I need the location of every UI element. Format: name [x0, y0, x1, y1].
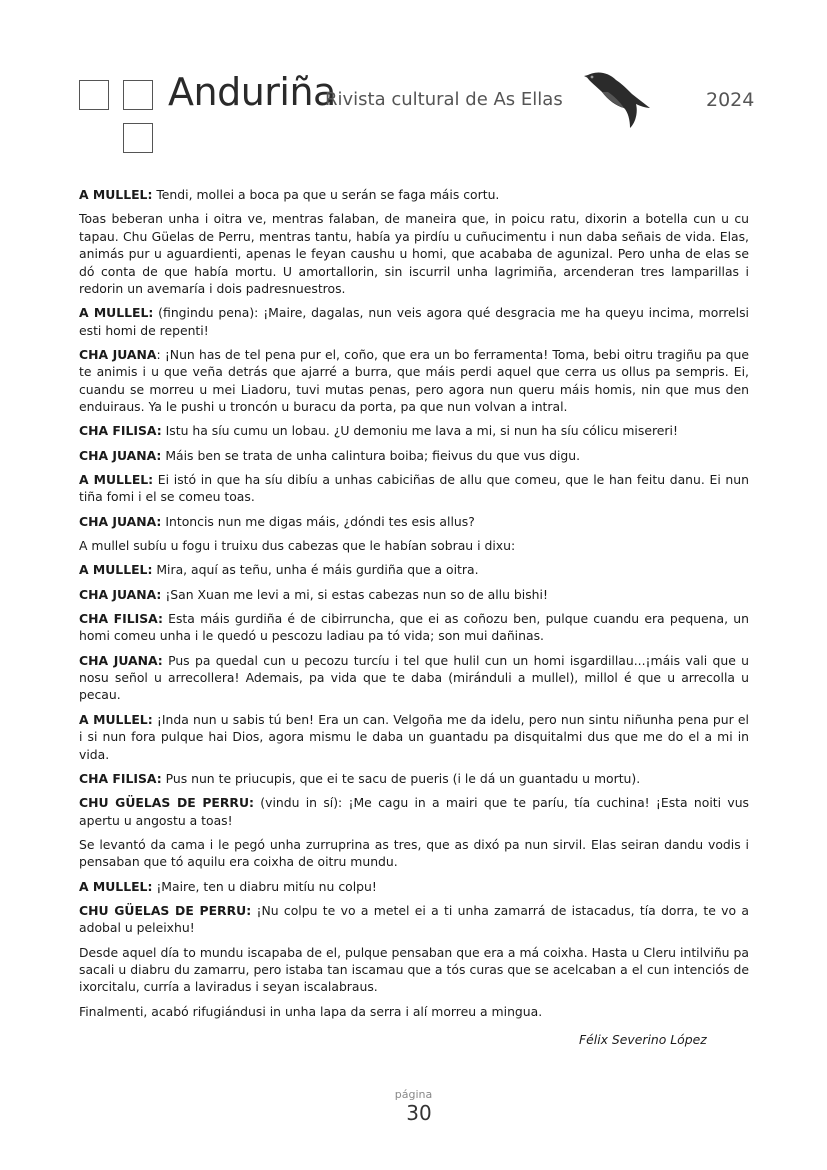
- speaker-name: CHA JUANA:: [79, 447, 162, 463]
- paragraph: [79, 186, 749, 203]
- paragraph: [79, 610, 749, 645]
- decorative-square-3: [123, 123, 153, 153]
- paragraph: [79, 447, 749, 464]
- paragraph-text: Pus nun te priucupis, que ei te sacu de pueris (i le dá un guantadu u mortu).: [161, 770, 641, 786]
- paragraph: [79, 836, 749, 871]
- paragraph: [79, 304, 749, 339]
- paragraph-text: Desde aquel día to mundu iscapaba de el, pulque pensaban que era a má coixha. Hasta u Cleru intilviñu pa sacali u diabru du zamarru, pero istaba tan iscamau que a tós curas que se acelcaban a el cun intenciós de ixorcitalu, curría a laviradus i seyan iscalabraus.: [79, 944, 749, 995]
- speaker-name: CHA JUANA:: [79, 513, 162, 529]
- paragraph-text: Esta máis gurdiña é de cibirruncha, que ei as coñozu ben, pulque cuandu era pequena, un homi comeu unha i le quedó u pescozu ladiau pa tó vida; son mui dañinas.: [79, 610, 749, 644]
- paragraph: [79, 422, 749, 439]
- paragraph: [79, 471, 749, 506]
- paragraph: [79, 902, 749, 937]
- paragraph: [79, 878, 749, 895]
- paragraph-text: Toas beberan unha i oitra ve, mentras falaban, de maneira que, in poicu ratu, dixorin a botella cun u cu tapau. Chu Güelas de Perru, mentras tantu, había ya pirdíu u cuñucimentu i nun daba señais de vida. Elas, animás pur u aguardienti, apenas le feyan caushu u homi, que acababa de agunizal. Pero unha de elas se dó conta de que había mortu. U amortallorin, sin iscurril unha lagrimiña, arcenderan tres lamparillas i redorin un avemaría i dois padresnuestros.: [79, 211, 749, 296]
- paragraph-text: A mullel subíu u fogu i truixu dus cabezas que le habían sobrau i dixu:: [79, 538, 516, 554]
- paragraph-text: Ei istó in que ha síu dibíu a unhas cabiciñas de allu que comeu, que le han feitu danu. Ei nun tiña fomi i el se comeu toas.: [79, 472, 749, 505]
- paragraph-text: ¡Maire, ten u diabru mitíu nu colpu!: [152, 878, 377, 894]
- page-label: página: [394, 1088, 433, 1101]
- magazine-title: Anduriña: [168, 70, 336, 114]
- decorative-square-1: [79, 80, 109, 110]
- paragraph-text: Tendi, mollei a boca pa que u serán se faga máis cortu.: [152, 187, 500, 202]
- speaker-name: A MULLEL:: [79, 305, 154, 321]
- paragraph-text: Finalmenti, acabó rifugiándusi in unha lapa da serra i alí morreu a mingua.: [79, 1003, 543, 1019]
- author-signature: Félix Severino López: [579, 1032, 707, 1047]
- paragraph: [79, 561, 749, 578]
- speaker-name: A MULLEL:: [79, 187, 153, 202]
- paragraph: [79, 346, 749, 416]
- speaker-name: CHU GÜELAS DE PERRU:: [79, 795, 254, 811]
- speaker-name: CHU GÜELAS DE PERRU:: [79, 902, 252, 918]
- swallow-bird-icon: [578, 62, 658, 136]
- paragraph-text: (vindu in sí): ¡Me cagu in a mairi que te paríu, tía cuchina! ¡Esta noiti vus apertu u angostu a toas!: [79, 795, 750, 828]
- speaker-name: CHA JUANA:: [79, 652, 163, 668]
- paragraph: [79, 513, 749, 530]
- paragraph-text: Intoncis nun me digas máis, ¿dóndi tes esis allus?: [161, 513, 475, 529]
- speaker-name: CHA JUANA: [79, 346, 157, 362]
- paragraph-text: ¡Nu colpu te vo a metel ei a ti unha zamarrá de istacadus, tía dorra, te vo a adobal u peleixhu!: [79, 902, 750, 936]
- paragraph: [79, 944, 749, 996]
- speaker-name: A MULLEL:: [79, 878, 153, 894]
- paragraph-text: (fingindu pena): ¡Maire, dagalas, nun veis agora qué desgracia me ha queyu incima, morrelsi esti homi de repenti!: [79, 305, 749, 338]
- issue-year: 2024: [706, 89, 755, 111]
- paragraph-text: ¡San Xuan me levi a mi, si estas cabezas nun so de allu bishi!: [161, 586, 548, 602]
- speaker-name: CHA FILISA:: [79, 770, 162, 786]
- paragraph: [79, 1003, 749, 1020]
- paragraph-text: Máis ben se trata de unha calintura boiba; fieivus du que vus digu.: [161, 447, 581, 463]
- paragraph-text: : ¡Nun has de tel pena pur el, coño, que era un bo ferramenta! Toma, bebi oitru tragiñu pa que te animis i u que veña detrás que ajarré a burra, que máis perdi aquel que cerra us ollus pa sempris. Ei, cuandu se morreu u mei Liadoru, tuvi mutas penas, pero agora nun queru máis homis, nin que mus den enduiraus. Ya le pushi u troncón u buracu da porta, pa que nun volvan a intral.: [79, 346, 749, 415]
- speaker-name: A MULLEL:: [79, 472, 154, 488]
- speaker-name: CHA FILISA:: [79, 423, 162, 439]
- paragraph: [79, 770, 749, 787]
- paragraph-text: Mira, aquí as teñu, unha é máis gurdiña que a oitra.: [152, 562, 479, 578]
- speaker-name: A MULLEL:: [79, 711, 153, 727]
- paragraph: [79, 794, 749, 829]
- paragraph: [79, 537, 749, 554]
- speaker-name: A MULLEL:: [79, 562, 153, 578]
- speaker-name: CHA JUANA:: [79, 586, 162, 602]
- article-body: [79, 186, 749, 1027]
- magazine-subtitle: Rivista cultural de As Ellas: [325, 89, 563, 110]
- page-number: 30: [406, 1101, 432, 1125]
- paragraph: [79, 711, 749, 763]
- paragraph-text: Istu ha síu cumu un lobau. ¿U demoniu me lava a mi, si nun ha síu cólicu misereri!: [161, 423, 678, 439]
- paragraph-text: ¡Inda nun u sabis tú ben! Era un can. Velgoña me da idelu, pero nun sintu niñunha pena pur el i si nun fora pulque hai Dios, agora mismu le daba un guantadu pa disquitalmi dus que me do el a mi in vida.: [79, 711, 750, 762]
- speaker-name: CHA FILISA:: [79, 610, 163, 626]
- paragraph-text: Se levantó da cama i le pegó unha zurruprina as tres, que as dixó pa nun sirvil. Elas seiran dandu vodis i pensaban que tó aquilu era coixha de oitru mundu.: [79, 836, 749, 870]
- paragraph-text: Pus pa quedal cun u pecozu turcíu i tel que hulil cun un homi isgardillau...¡máis vali que u nosu señol u arrecollera! Ademais, pa vida que te daba (miránduli a mullel), millol é que u arrecolla u pecau.: [79, 652, 749, 703]
- paragraph: [79, 586, 749, 603]
- paragraph: [79, 210, 749, 297]
- decorative-square-2: [123, 80, 153, 110]
- paragraph: [79, 652, 749, 704]
